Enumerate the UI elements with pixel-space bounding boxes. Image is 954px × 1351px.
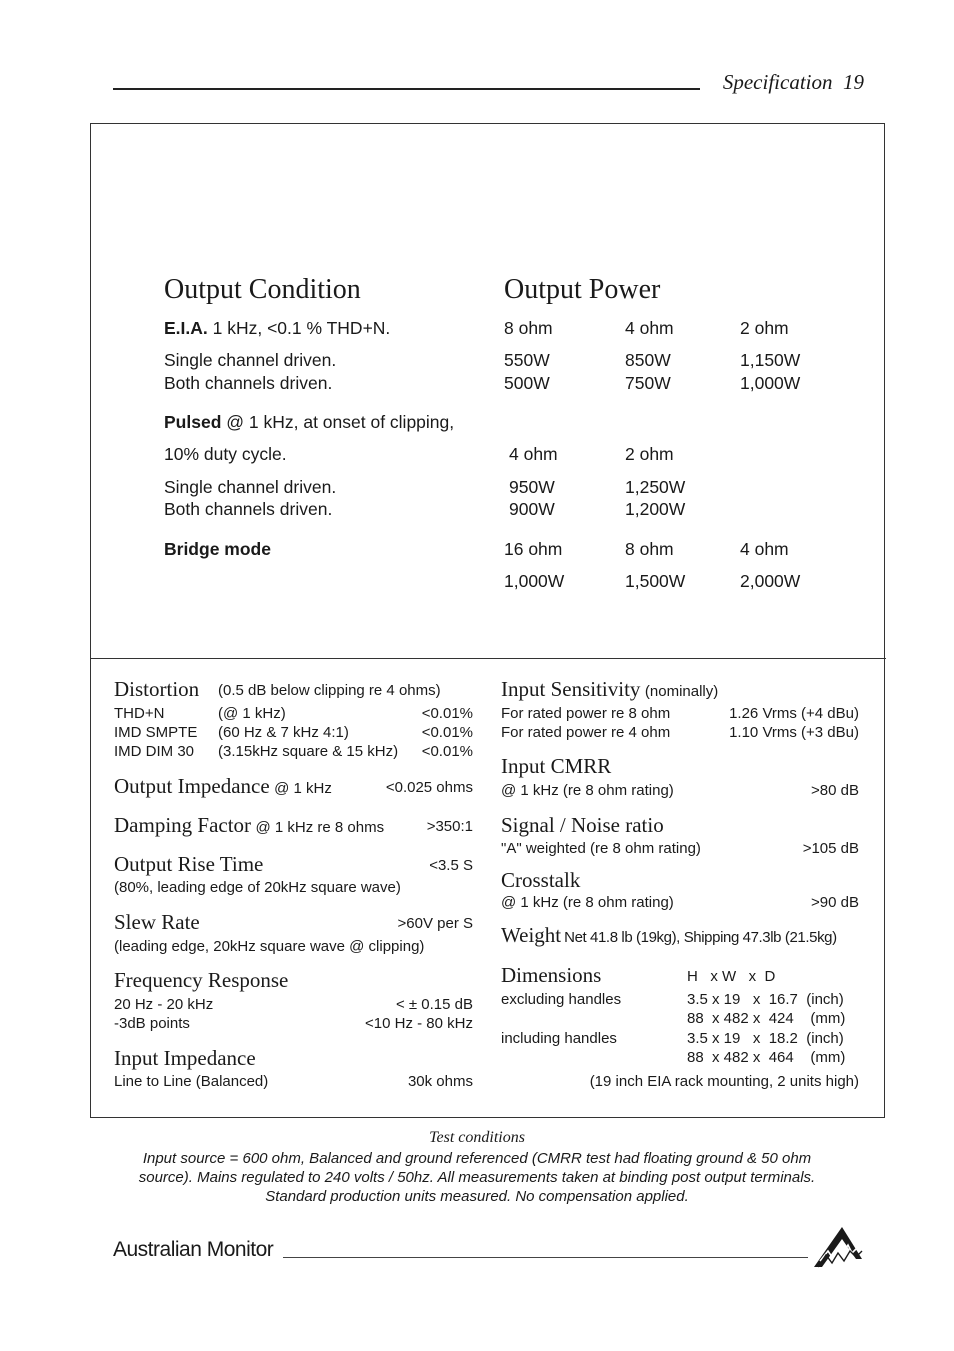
thd-name: THD+N bbox=[114, 705, 165, 722]
incl-handles-label: including handles bbox=[501, 1030, 617, 1047]
crosstalk-heading: Crosstalk bbox=[501, 868, 581, 892]
imd-smpte-value: <0.01% bbox=[421, 724, 473, 741]
brand-wordmark: Australian Monitor bbox=[113, 1238, 274, 1261]
imd-dim-cond: (3.15kHz square & 15 kHz) bbox=[218, 743, 399, 760]
pulsed-single-label: Single channel driven. bbox=[164, 477, 337, 497]
output-power-heading: Output Power bbox=[504, 274, 661, 305]
sensitivity-4-value: 1.10 Vrms (+3 dBu) bbox=[729, 724, 859, 741]
eia-single-8: 550W bbox=[504, 350, 550, 370]
section-title: Specification bbox=[722, 70, 833, 94]
freq-range-name: 20 Hz - 20 kHz bbox=[114, 996, 214, 1013]
eia-both-label: Both channels driven. bbox=[164, 373, 333, 393]
freq-3db-name: -3dB points bbox=[114, 1015, 190, 1032]
dimensions-columns: H x W x D bbox=[687, 968, 776, 985]
test-conditions-line-2: source). Mains regulated to 240 volts / 50hz. All measurements taken at binding post output terminals. bbox=[138, 1169, 816, 1186]
test-conditions-title: Test conditions bbox=[429, 1129, 525, 1146]
test-conditions-line-3: Standard production units measured. No compensation applied. bbox=[265, 1188, 689, 1205]
eia-label: E.I.A. bbox=[164, 318, 208, 338]
pulsed-label: Pulsed bbox=[164, 412, 222, 432]
bridge-load-16: 16 ohm bbox=[504, 539, 563, 559]
crosstalk-name: @ 1 kHz (re 8 ohm rating) bbox=[501, 894, 674, 911]
excl-handles-inch: 3.5 x 19 x 16.7 (inch) bbox=[687, 991, 844, 1008]
eia-both-4: 750W bbox=[625, 373, 671, 393]
rack-mounting-note: (19 inch EIA rack mounting, 2 units high) bbox=[589, 1073, 859, 1090]
incl-handles-mm: 88 x 482 x 464 (mm) bbox=[687, 1049, 846, 1066]
test-conditions-line-1: Input source = 600 ohm, Balanced and ground referenced (CMRR test had floating ground & 50 ohm bbox=[142, 1150, 812, 1167]
sensitivity-8-value: 1.26 Vrms (+4 dBu) bbox=[729, 705, 859, 722]
panel-divider bbox=[90, 658, 886, 659]
imd-dim-name: IMD DIM 30 bbox=[114, 743, 195, 760]
snr-value: >105 dB bbox=[802, 840, 859, 857]
freq-range-value: < ± 0.15 dB bbox=[395, 996, 473, 1013]
pulsed-text: @ 1 kHz, at onset of clipping, bbox=[221, 412, 455, 432]
duty-cycle: 10% duty cycle. bbox=[164, 444, 287, 464]
crosstalk-value: >90 dB bbox=[811, 894, 859, 911]
bridge-power-4: 2,000W bbox=[740, 571, 801, 591]
pulsed-single-4: 950W bbox=[509, 477, 555, 497]
output-impedance-heading: Output Impedance bbox=[114, 774, 270, 798]
sensitivity-heading: Input Sensitivity bbox=[501, 677, 641, 701]
pulsed-both-2: 1,200W bbox=[625, 499, 686, 519]
sensitivity-line bbox=[501, 677, 718, 702]
freq-3db-value: <10 Hz - 80 kHz bbox=[365, 1015, 473, 1032]
output-impedance-value: <0.025 ohms bbox=[385, 779, 473, 796]
slew-rate-heading: Slew Rate bbox=[114, 910, 200, 934]
snr-name: "A" weighted (re 8 ohm rating) bbox=[501, 840, 701, 857]
eia-load-8: 8 ohm bbox=[504, 318, 553, 338]
damping-cond: @ 1 kHz re 8 ohms bbox=[255, 819, 385, 836]
footer-rule bbox=[283, 1257, 808, 1258]
eia-single-label: Single channel driven. bbox=[164, 350, 337, 370]
header-rule bbox=[113, 88, 700, 90]
cmrr-heading: Input CMRR bbox=[501, 754, 612, 778]
dimensions-heading: Dimensions bbox=[501, 963, 602, 987]
excl-handles-mm: 88 x 482 x 424 (mm) bbox=[687, 1010, 846, 1027]
snr-heading: Signal / Noise ratio bbox=[501, 813, 664, 837]
weight-heading: Weight bbox=[501, 923, 562, 947]
imd-smpte-name: IMD SMPTE bbox=[114, 724, 198, 741]
rise-time-heading: Output Rise Time bbox=[114, 852, 264, 876]
slew-rate-value: >60V per S bbox=[397, 915, 473, 932]
input-impedance-heading: Input Impedance bbox=[114, 1046, 256, 1070]
pulsed-both-label: Both channels driven. bbox=[164, 499, 333, 519]
weight-line bbox=[501, 923, 837, 948]
thd-cond: (@ 1 kHz) bbox=[218, 705, 286, 722]
page-number: 19 bbox=[843, 70, 864, 94]
pulsed-both-4: 900W bbox=[509, 499, 555, 519]
rise-time-note: (80%, leading edge of 20kHz square wave) bbox=[114, 879, 401, 896]
damping-line bbox=[114, 813, 384, 838]
damping-value: >350:1 bbox=[426, 818, 473, 835]
cmrr-name: @ 1 kHz (re 8 ohm rating) bbox=[501, 782, 674, 799]
pulsed-load-4: 4 ohm bbox=[509, 444, 558, 464]
thd-value: <0.01% bbox=[421, 705, 473, 722]
eia-text: 1 kHz, <0.1 % THD+N. bbox=[207, 318, 391, 338]
output-impedance-line bbox=[114, 774, 332, 799]
eia-single-2: 1,150W bbox=[740, 350, 801, 370]
bridge-power-16: 1,000W bbox=[504, 571, 565, 591]
input-impedance-name: Line to Line (Balanced) bbox=[114, 1073, 269, 1090]
distortion-note: (0.5 dB below clipping re 4 ohms) bbox=[218, 682, 441, 699]
sensitivity-note: (nominally) bbox=[644, 683, 719, 700]
slew-rate-note: (leading edge, 20kHz square wave @ clipping) bbox=[114, 938, 425, 955]
bridge-load-8: 8 ohm bbox=[625, 539, 674, 559]
eia-load-4: 4 ohm bbox=[625, 318, 674, 338]
distortion-heading: Distortion bbox=[114, 677, 200, 701]
imd-smpte-cond: (60 Hz & 7 kHz 4:1) bbox=[218, 724, 349, 741]
output-impedance-cond: @ 1 kHz bbox=[274, 780, 332, 797]
eia-both-2: 1,000W bbox=[740, 373, 801, 393]
rise-time-value: <3.5 S bbox=[429, 857, 473, 874]
pulsed-single-2: 1,250W bbox=[625, 477, 686, 497]
cmrr-value: >80 dB bbox=[811, 782, 859, 799]
bridge-load-4: 4 ohm bbox=[740, 539, 789, 559]
sensitivity-8-name: For rated power re 8 ohm bbox=[501, 705, 671, 722]
incl-handles-inch: 3.5 x 19 x 18.2 (inch) bbox=[687, 1030, 844, 1047]
bridge-mode-label: Bridge mode bbox=[164, 539, 271, 559]
page-header bbox=[723, 70, 864, 95]
sensitivity-4-name: For rated power re 4 ohm bbox=[501, 724, 671, 741]
weight-value: Net 41.8 lb (19kg), Shipping 47.3lb (21.5kg) bbox=[564, 929, 837, 946]
damping-heading: Damping Factor bbox=[114, 813, 252, 837]
eia-load-2: 2 ohm bbox=[740, 318, 789, 338]
pulsed-load-2: 2 ohm bbox=[625, 444, 674, 464]
imd-dim-value: <0.01% bbox=[421, 743, 473, 760]
eia-single-4: 850W bbox=[625, 350, 671, 370]
bridge-power-8: 1,500W bbox=[625, 571, 686, 591]
eia-both-8: 500W bbox=[504, 373, 550, 393]
eia-condition bbox=[164, 318, 390, 339]
mountain-logo-icon bbox=[812, 1225, 864, 1274]
output-condition-heading: Output Condition bbox=[164, 274, 361, 305]
input-impedance-value: 30k ohms bbox=[407, 1073, 473, 1090]
pulsed-condition bbox=[164, 412, 454, 433]
excl-handles-label: excluding handles bbox=[501, 991, 622, 1008]
freq-response-heading: Frequency Response bbox=[114, 968, 289, 992]
